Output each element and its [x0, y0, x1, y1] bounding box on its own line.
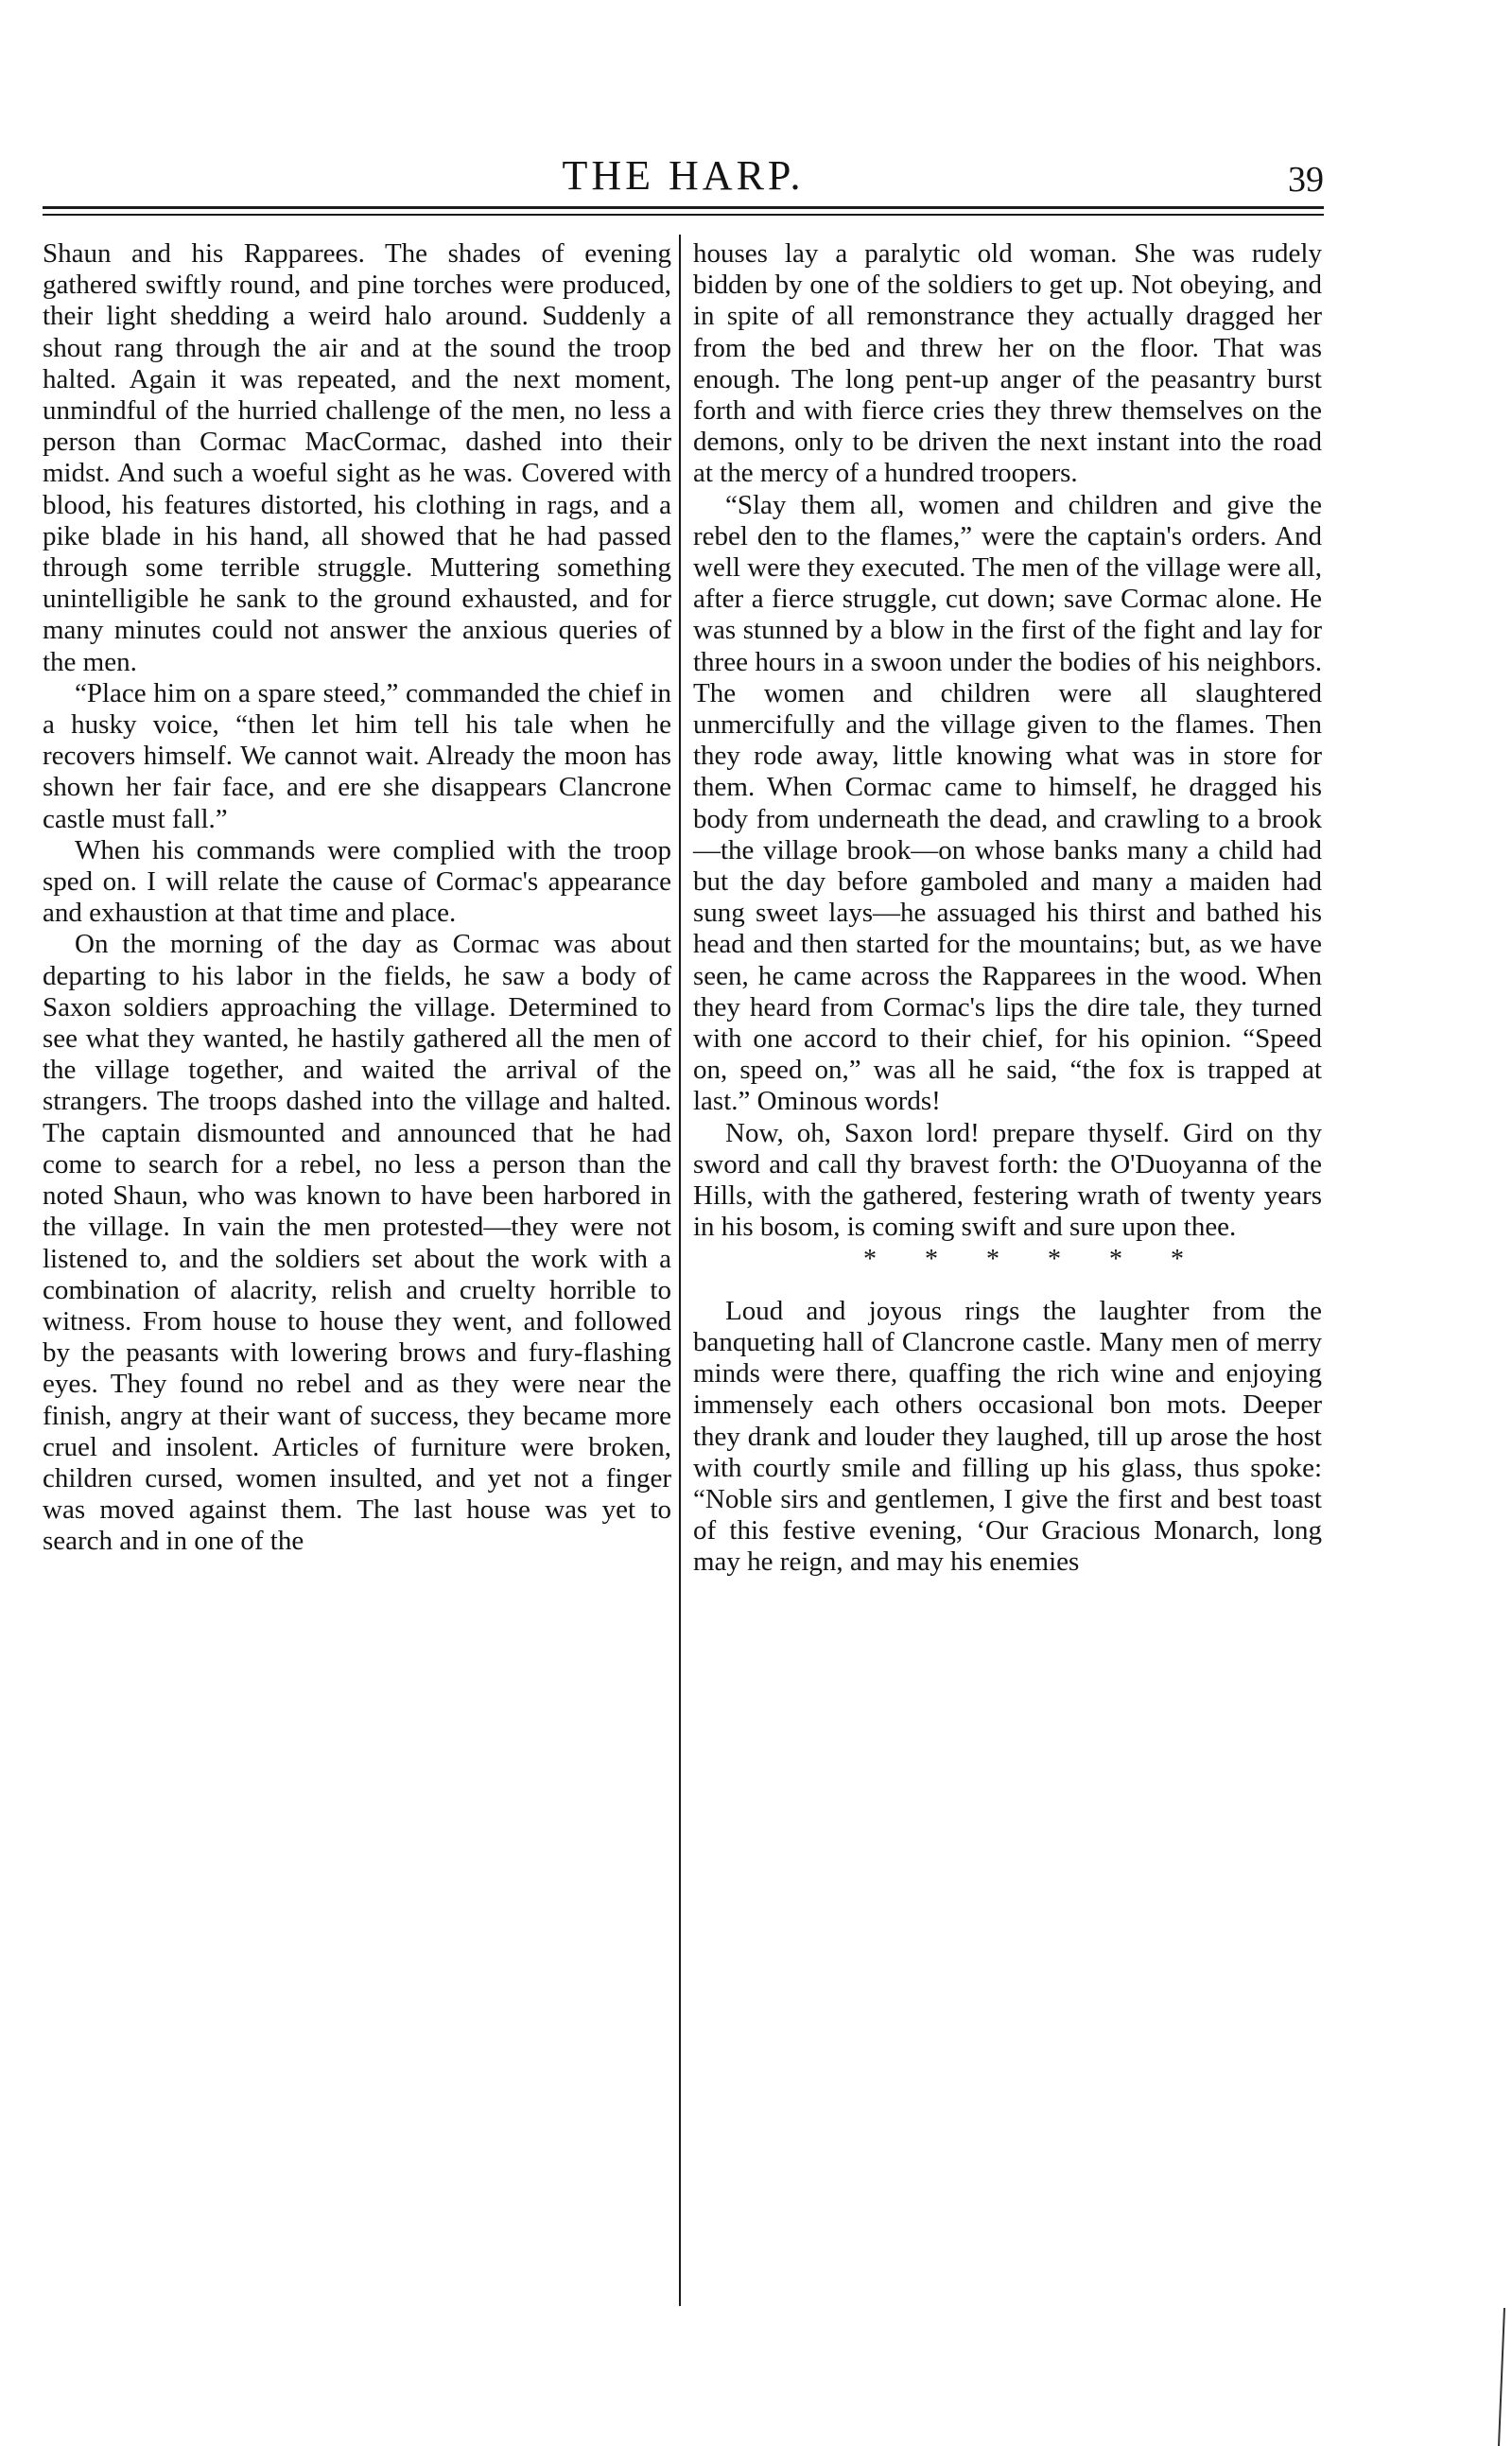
paragraph: Now, oh, Saxon lord! prepare thyself. Gird on thy sword and call thy bravest forth: the O'Duoyanna of the Hills, with the gathered, festering wrath of twenty years in his bosom, is coming swift and sure upon thee.	[693, 1117, 1322, 1243]
column-divider	[679, 235, 681, 2306]
page-number: 39	[1288, 160, 1324, 200]
publication-title: THE HARP.	[562, 152, 805, 199]
right-column	[693, 238, 1322, 1579]
section-break-spacer	[693, 1275, 1322, 1296]
page-header	[43, 149, 1324, 206]
paragraph: When his commands were complied with the troop sped on. I will relate the cause of Cormac's appearance and exhaustion at that time and place.	[43, 834, 671, 929]
scan-edge-mark	[1491, 0, 1512, 2446]
paragraph: Shaun and his Rapparees. The shades of evening gathered swiftly round, and pine torches were produced, their light shedding a weird halo around. Suddenly a shout rang through the air and at the sound the troop halted. Again it was repeated, and the next moment, unmindful of the hurried challenge of the men, no less a person than Cormac MacCormac, dashed into their midst. And such a woeful sight as he was. Covered with blood, his features distorted, his clothing in rags, and a pike blade in his hand, all showed that he had passed through some terrible struggle. Muttering something unintelligible he sank to the ground exhausted, and for many minutes could not answer the anxious queries of the men.	[43, 238, 671, 677]
paragraph: “Slay them all, women and children and give the rebel den to the flames,” were the captain's orders. And well were they executed. The men of the village were all, after a fierce struggle, cut down; save Cormac alone. He was stunned by a blow in the first of the fight and lay for three hours in a swoon under the bodies of his neighbors. The women and children were all slaughtered unmercifully and the village given to the flames. Then they rode away, little knowing what was in store for them. When Cormac came to himself, he dragged his body from underneath the dead, and crawling to a brook—the village brook—on whose banks many a child had but the day before gamboled and many a maiden had sung sweet lays—he assuaged his thirst and bathed his head and then started for the mountains; but, as we have seen, he came across the Rapparees in the wood. When they heard from Cormac's lips the dire tale, they turned with one accord to their chief, for his opinion. “Speed on, speed on,” was all he said, “the fox is trapped at last.” Ominous words!	[693, 489, 1322, 1117]
section-break-asterisks: * * * * * *	[863, 1244, 1184, 1274]
paragraph: houses lay a paralytic old woman. She was rudely bidden by one of the soldiers to get up. Not obeying, and in spite of all remonstrance they actually dragged her from the bed and threw her on the floor. That was enough. The long pent-up anger of the peasantry burst forth and with fierce cries they threw themselves on the demons, only to be driven the next instant into the road at the mercy of a hundred troopers.	[693, 238, 1322, 489]
header-rule-top	[43, 206, 1324, 209]
paragraph: “Place him on a spare steed,” commanded the chief in a husky voice, “then let him tell his tale when he recovers himself. We cannot wait. Already the moon has shown her fair face, and ere she disappears Clancrone castle must fall.”	[43, 677, 671, 834]
paragraph: On the morning of the day as Cormac was about departing to his labor in the fields, he saw a body of Saxon soldiers approaching the village. Determined to see what they wanted, he hastily gathered all the men of the village together, and waited the arrival of the strangers. The troops dashed into the village and halted. The captain dismounted and announced that he had come to search for a rebel, no less a person than the noted Shaun, who was known to have been harbored in the village. In vain the men protested—they were not listened to, and the soldiers set about the work with a combination of alacrity, relish and cruelty horrible to witness. From house to house they went, and followed by the peasants with lowering brows and fury-flashing eyes. They found no rebel and as they were near the finish, angry at their want of success, they became more cruel and insolent. Articles of furniture were broken, children cursed, women insulted, and yet not a finger was moved against them. The last house was yet to search and in one of the	[43, 929, 671, 1557]
left-column	[43, 238, 671, 1558]
paragraph: Loud and joyous rings the laughter from the banqueting hall of Clancrone castle. Many men of merry minds were there, quaffing the rich wine and enjoying immensely each others occasional bon mots. Deeper they drank and louder they laughed, till up arose the host with courtly smile and filling up his glass, thus spoke: “Noble sirs and gentlemen, I give the first and best toast of this festive evening, ‘Our Gracious Monarch, long may he reign, and may his enemies	[693, 1295, 1322, 1578]
header-rule-bottom	[43, 214, 1324, 216]
